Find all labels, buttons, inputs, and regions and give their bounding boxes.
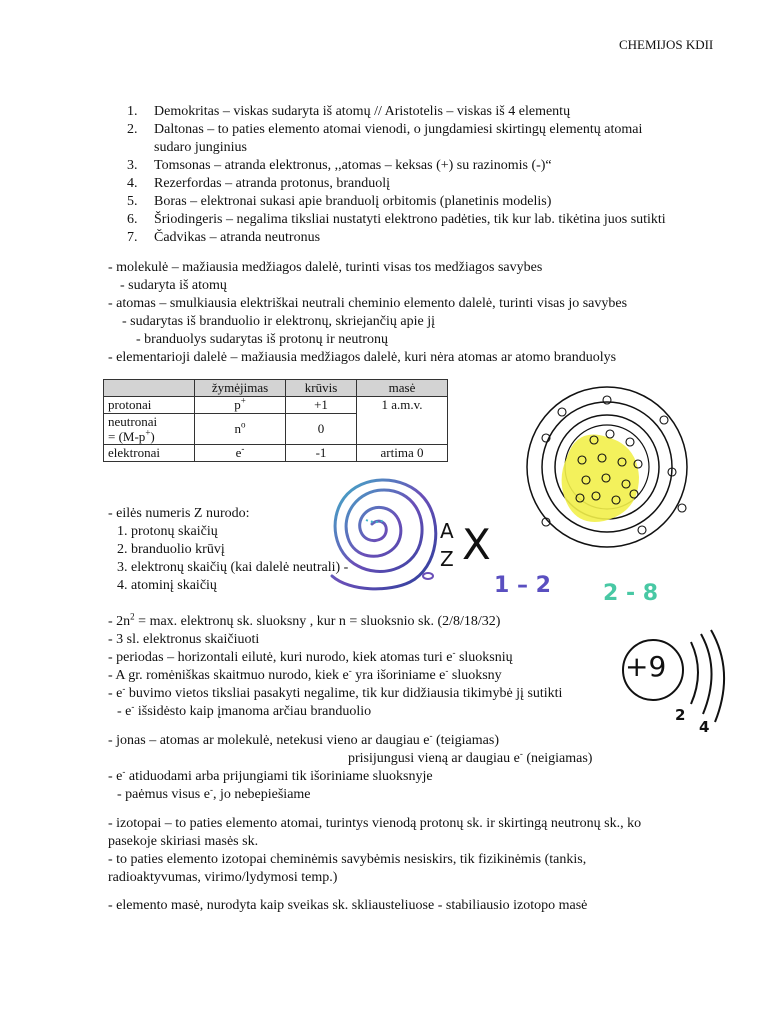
def-molecule-sub: - sudaryta iš atomų [120, 278, 227, 293]
z-item: 1. protonų skaičių [117, 524, 218, 539]
table-row: elektronai e- -1 artima 0 [104, 445, 448, 462]
shell-eq-2: 2 - 8 [603, 581, 659, 606]
nucleus-charge: +9 [625, 650, 667, 683]
shell-rule: - $2n^2 = \max$. elektronų sk. sluoksny , kur n = sluoksnio sk. (2/8/18/32) [108, 611, 501, 629]
shell-rule: - A gr. romėniškas skaitmuo nurodo, kiek e- yra išoriniame e- sluoksny [108, 665, 502, 683]
def-molecule: - molekulė – mažiausia medžiagos dalelė, turinti visas tos medžiagos savybes [108, 260, 543, 275]
shell-count-2: 4 [699, 718, 710, 736]
shell-count-1: 2 [675, 706, 686, 724]
def-nucleus: - branduolys sudarytas iš protonų ir neutronų [136, 332, 388, 347]
def-elementary: - elementarioji dalelė – mažiausia medžiagos dalelė, kuri nėra atomas ar atomo branduolys [108, 350, 617, 365]
history-item: sudaro junginius [154, 140, 247, 155]
history-item: 7. Čadvikas – atranda neutronus [127, 230, 321, 245]
atom-drawing [522, 382, 692, 552]
z-item: 3. elektronų skaičių (kai dalelė neutrali) - [117, 560, 349, 575]
particles-table [103, 379, 448, 462]
shell-eq-1: 1 – 2 [494, 573, 551, 598]
ion-def-neg: prisijungusi vieną ar daugiau e- (neigiamas) [348, 748, 593, 766]
atomic-number-Z: Z [440, 547, 454, 571]
def-atom-sub: - sudarytas iš branduolio ir elektronų, skriejančių apie jį [122, 314, 435, 329]
page-header: CHEMIJOS KDII [619, 37, 714, 52]
ion-rule: - paėmus visus e-, jo nebepiešiame [117, 784, 311, 802]
z-item: 2. branduolio krūvį [117, 542, 225, 557]
history-item: 3. Tomsonas – atranda elektronus, ,,atomas – keksas (+) su razinomis (-)“ [127, 158, 552, 173]
table-header-row: žymėjimas krūvis masė [104, 380, 448, 397]
history-item: 6. Šriodingeris – negalima tiksliai nustatyti elektrono padėties, tik kur lab. tikėtina juos sutikti [127, 212, 666, 227]
isotope-rule: - to paties elemento izotopai cheminėmis savybėmis nesiskirs, tik fizikinėmis (tankis, [108, 852, 587, 867]
isotope-rule: radioaktyvumas, virimo/lydymosi temp.) [108, 870, 338, 885]
shell-rule: - 3 sl. elektronus skaičiuoti [108, 632, 260, 647]
ion-def: - jonas – atomas ar molekulė, netekusi vieno ar daugiau e- (teigiamas) [108, 730, 499, 748]
history-list [127, 103, 727, 247]
shell-rule: - periodas – horizontali eilutė, kuri nurodo, kiek atomas turi e- sluoksnių [108, 647, 513, 665]
history-item: 4. Rezerfordas – atranda protonus, branduolį [127, 176, 390, 191]
ion-rule: - e- atiduodami arba prijungiami tik išoriniame sluoksnyje [108, 766, 433, 784]
history-item: 1. Demokritas – viskas sudaryta iš atomų // Aristotelis – viskas iš 4 elementų [127, 104, 571, 119]
shell-rule: - e- išsidėsto kaip įmanoma arčiau branduolio [117, 701, 372, 719]
def-atom: - atomas – smulkiausia elektriškai neutrali cheminio elemento dalelė, turinti visas jo savybes [108, 296, 628, 311]
isotope-def: pasekoje skiriasi masės sk. [108, 834, 259, 849]
table-row: neutronai = (M-p+) $n^o$ 0 [104, 414, 448, 445]
shell-rule: - e- buvimo vietos tiksliai pasakyti negalime, tik kur didžiausia tikimybė jį sutikti [108, 683, 563, 701]
isotope-mass: - elemento masė, nurodyta kaip sveikas sk. skliausteliuose - stabiliausio izotopo masė [108, 898, 588, 913]
z-item: 4. atominį skaičių [117, 578, 217, 593]
isotope-def: - izotopai – to paties elemento atomai, turintys vienodą protonų sk. ir skirtingą neutronų sk., ko [108, 816, 642, 831]
history-item: 5. Boras – elektronai sukasi apie branduolį orbitomis (planetinis modelis) [127, 194, 552, 209]
table-row: protonai p+ +1 1 a.m.v. [104, 397, 448, 414]
z-intro: - eilės numeris Z nurodo: [108, 506, 250, 521]
mass-number-A: A [440, 519, 454, 543]
element-symbol-X: X [462, 520, 491, 569]
history-item: 2. Daltonas – to paties elemento atomai vienodi, o jungdamiesi skirtingų elementų atomai [127, 122, 643, 137]
